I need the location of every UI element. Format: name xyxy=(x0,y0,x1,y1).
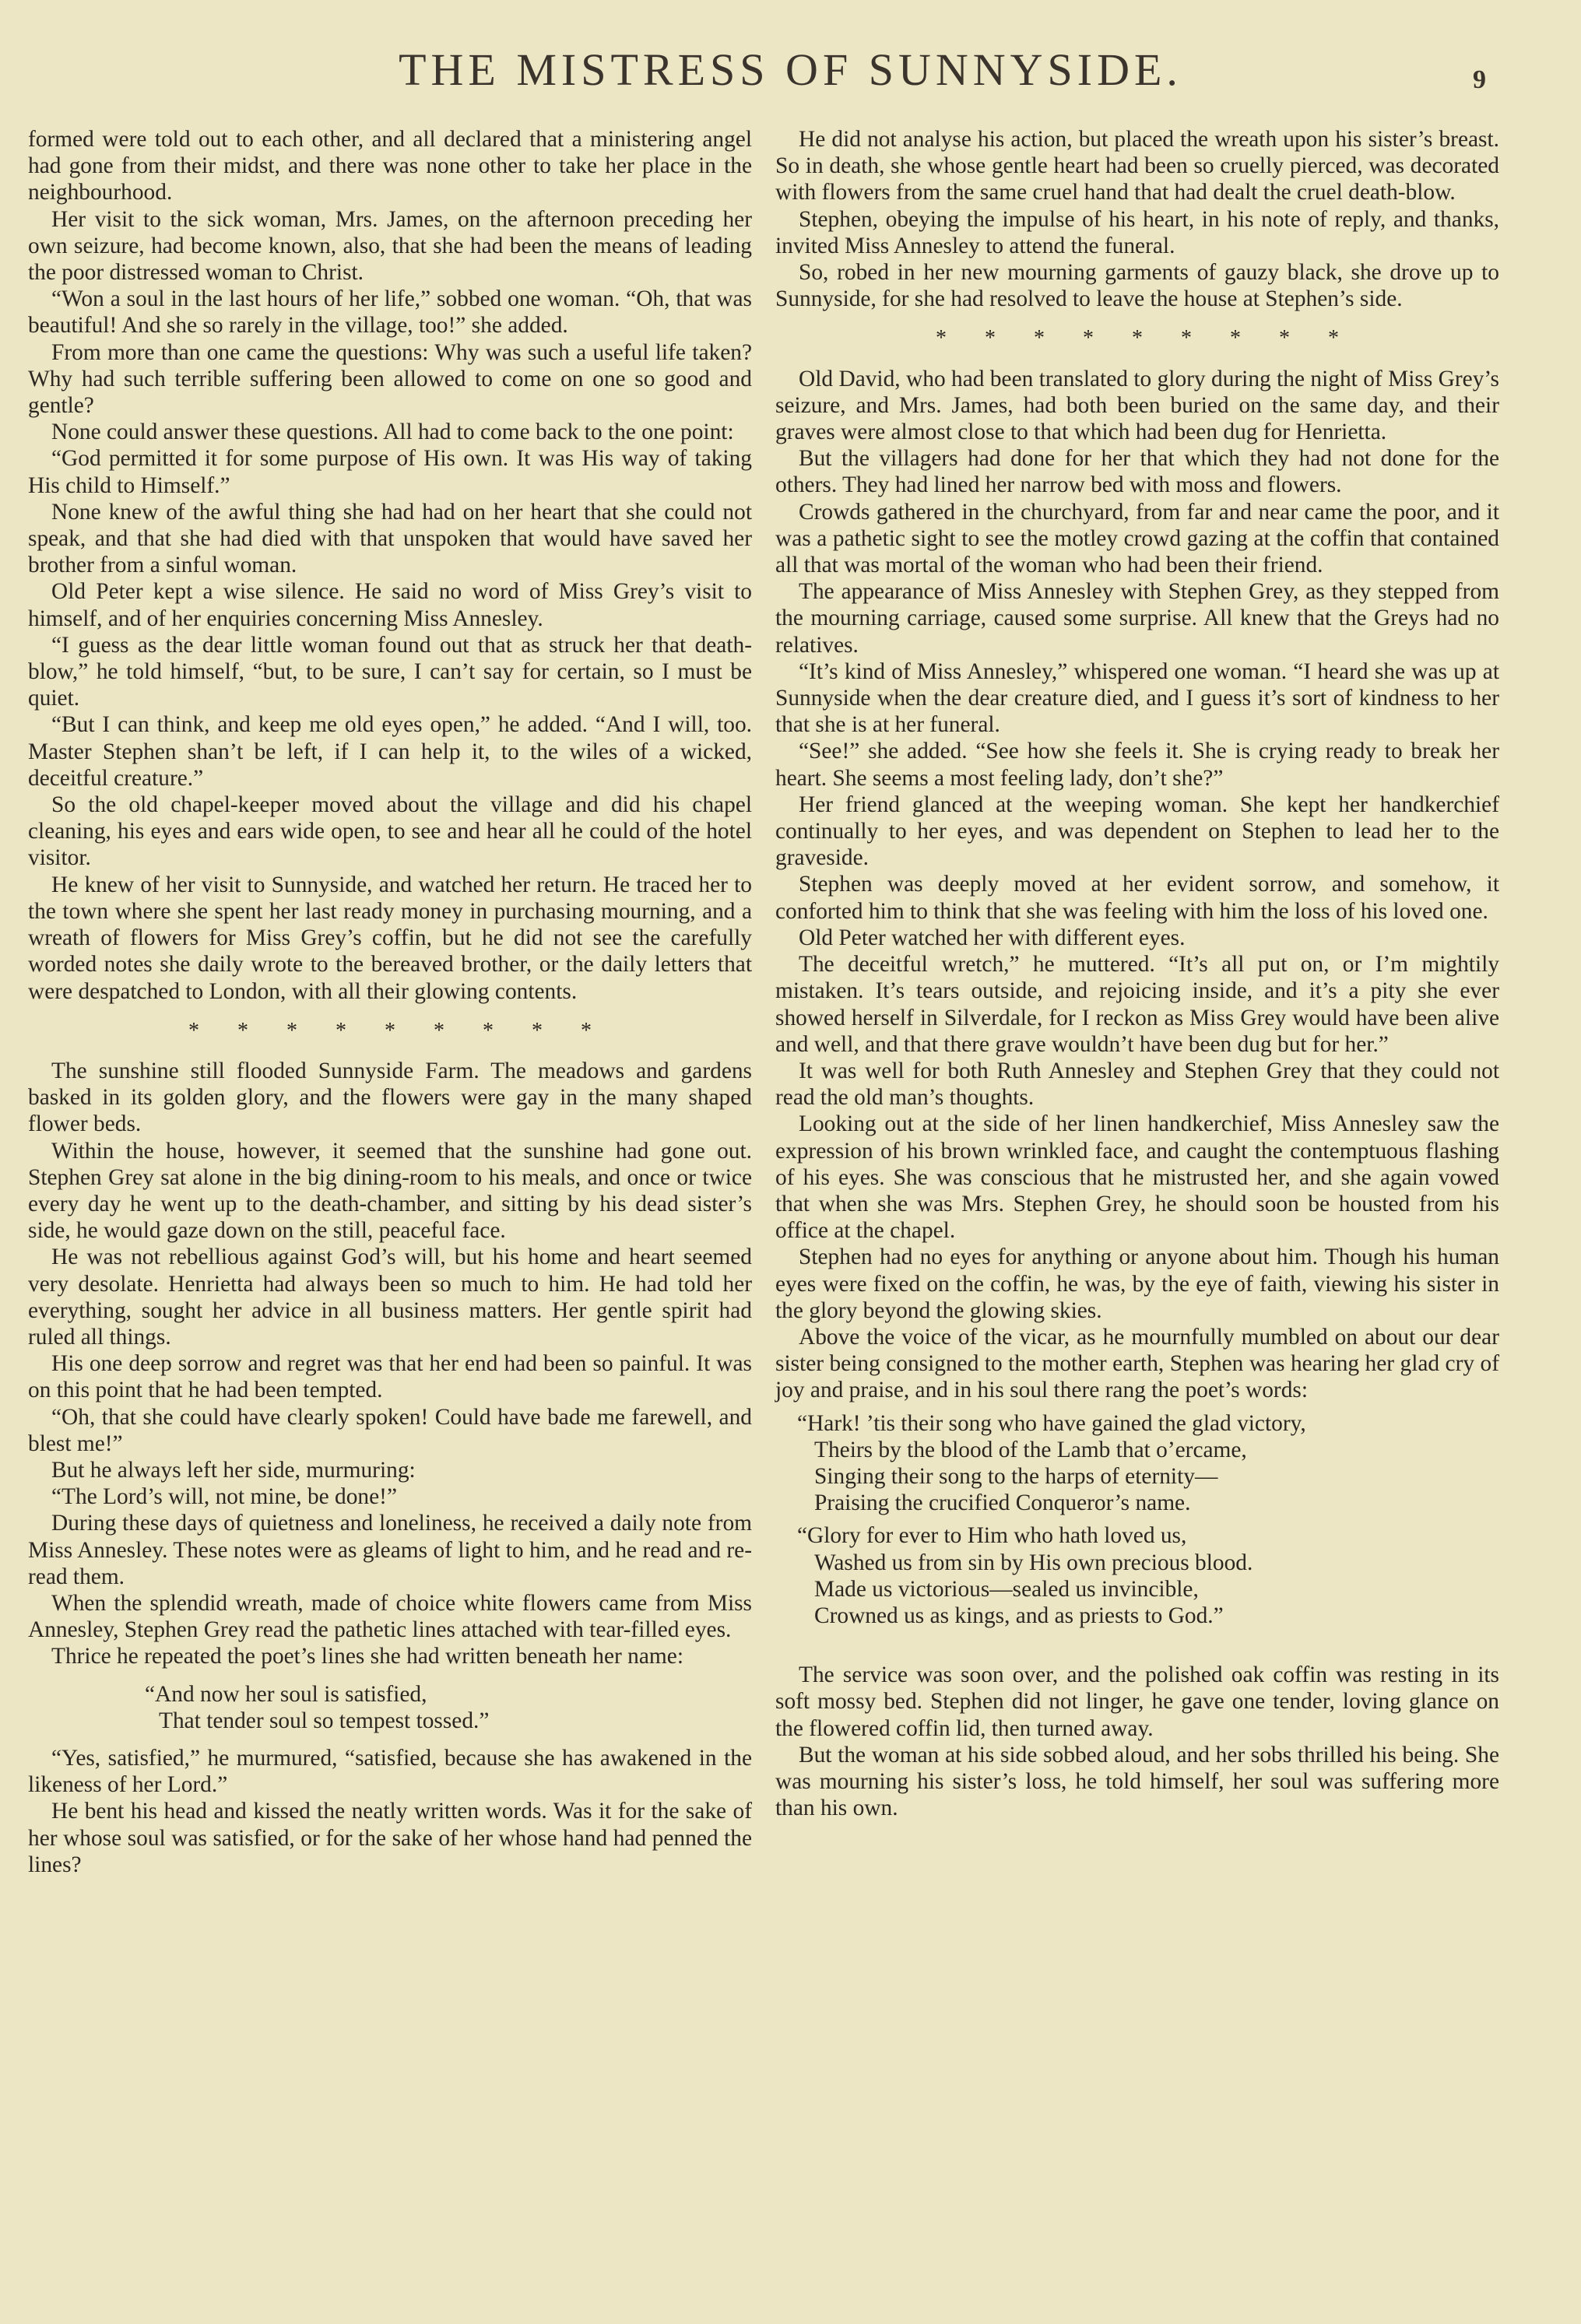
paragraph: “Yes, satisfied,” he murmured, “satisfied, because she has awakened in the likeness of her Lord.” xyxy=(28,1745,752,1798)
paragraph: The service was soon over, and the polished oak coffin was resting in its soft mossy bed. Stephen did not linger, he gave one tender, loving glance on the flowered coffin lid, then turned away. xyxy=(775,1662,1499,1741)
hymn-line: “Glory for ever to Him who hath loved us, xyxy=(797,1523,1187,1549)
paragraph: None knew of the awful thing she had had on her heart that she could not speak, and that she had died with that unspoken that would have saved her brother from a sinful woman. xyxy=(28,499,752,578)
poem-line: That tender soul so tempest tossed.” xyxy=(159,1708,490,1733)
poem-quote xyxy=(28,1681,752,1734)
paragraph: So the old chapel-keeper moved about the village and did his chapel cleaning, his eyes and ears wide open, to see and hear all he could of the hotel visitor. xyxy=(28,792,752,871)
paragraph: Looking out at the side of her linen handkerchief, Miss Annesley saw the expression of his brown wrinkled face, and caught the contemptuous flashing of his eyes. She was conscious that he mistrusted her, and she again vowed that when she was Mrs. Stephen Grey, he should soon be housted from his office at the chapel. xyxy=(775,1111,1499,1244)
hymn-quote xyxy=(775,1410,1499,1630)
hymn-line: Theirs by the blood of the Lamb that o’ercame, xyxy=(814,1437,1247,1462)
paragraph: Her friend glanced at the weeping woman. She kept her handkerchief continually to her eyes, and was dependent on Stephen to lead her to the graveside. xyxy=(775,792,1499,871)
hymn-line: Crowned us as kings, and as priests to God.” xyxy=(814,1603,1224,1628)
paragraph: “The Lord’s will, not mine, be done!” xyxy=(51,1484,398,1510)
paragraph: “It’s kind of Miss Annesley,” whispered one woman. “I heard she was up at Sunnyside when the dear creature died, and I guess it’s sort of kindness to her that she is at her funeral. xyxy=(775,658,1499,738)
paragraph: The appearance of Miss Annesley with Stephen Grey, as they stepped from the mourning carriage, caused some surprise. All knew that the Greys had no relatives. xyxy=(775,579,1499,658)
paragraph: Her visit to the sick woman, Mrs. James, on the afternoon preceding her own seizure, had become known, also, that she had been the means of leading the poor distressed woman to Christ. xyxy=(28,206,752,286)
paragraph: The sunshine still flooded Sunnyside Farm. The meadows and gardens basked in its golden glory, and the flowers were gay in the many shaped flower beds. xyxy=(28,1058,752,1137)
page-number: 9 xyxy=(1473,65,1486,94)
paragraph: Stephen had no eyes for anything or anyone about him. Though his human eyes were fixed on the coffin, he was, by the eye of faith, viewing his sister in the glory beyond the glowing skies. xyxy=(775,1244,1499,1323)
paragraph: “See!” she added. “See how she feels it. She is crying ready to break her heart. She seems a most feeling lady, don’t she?” xyxy=(775,739,1499,791)
paragraph: When the splendid wreath, made of choice white flowers came from Miss Annesley, Stephen Grey read the pathetic lines attached with tear-filled eyes. xyxy=(28,1590,752,1643)
left-column xyxy=(28,126,752,1878)
hymn-line: Washed us from sin by His own precious blood. xyxy=(814,1550,1253,1575)
paragraph: formed were told out to each other, and all declared that a ministering angel had gone from their midst, and there was none other to take her place in the neighbourhood. xyxy=(28,127,752,205)
paragraph: From more than one came the questions: Why was such a useful life taken? Why had such terrible suffering been allowed to come on one so good and gentle? xyxy=(28,339,752,419)
paragraph: He bent his head and kissed the neatly written words. Was it for the sake of her whose soul was satisfied, or for the sake of her whose hand had penned the lines? xyxy=(28,1799,752,1877)
paragraph: “But I can think, and keep me old eyes open,” he added. “And I will, too. Master Stephen shan’t be left, if I can help it, to the wiles of a wicked, deceitful creature.” xyxy=(28,712,752,791)
paragraph: None could answer these questions. All had to come back to the one point: xyxy=(51,420,734,445)
hymn-stanza xyxy=(775,1410,1499,1517)
paragraph: Old David, who had been translated to glory during the night of Miss Grey’s seizure, and Mrs. James, had both been buried on the same day, and their graves were almost close to that which had been dug for Henrietta. xyxy=(775,366,1499,445)
paragraph: Old Peter watched her with different eyes. xyxy=(799,925,1186,950)
paragraph: The deceitful wretch,” he muttered. “It’s all put on, or I’m mightily mistaken. It’s tears outside, and rejoicing inside, and it’s a pity she ever showed herself in Silverdale, for I reckon as Miss Grey would have been alive and well, and that there grave wouldn’t have been dug but for her.” xyxy=(775,952,1499,1057)
paragraph: But he always left her side, murmuring: xyxy=(51,1457,416,1483)
paragraph: He knew of her visit to Sunnyside, and watched her return. He traced her to the town where she spent her last ready money in purchasing mourning, and a wreath of flowers for Miss Grey’s coffin, but he did not see the carefully worded notes she daily wrote to the bereaved brother, or the daily letters that were despatched to London, with all their glowing contents. xyxy=(28,872,752,1004)
hymn-line: Made us victorious—sealed us invincible, xyxy=(814,1576,1199,1602)
hymn-line: Praising the crucified Conqueror’s name. xyxy=(814,1490,1191,1516)
paragraph: Stephen, obeying the impulse of his heart, in his note of reply, and thanks, invited Miss Annesley to attend the funeral. xyxy=(775,206,1499,258)
paragraph: He did not analyse his action, but placed the wreath upon his sister’s breast. So in death, she whose gentle heart had been so cruelly pierced, was decorated with flowers from the same cruel hand that had dealt the cruel death-blow. xyxy=(775,127,1499,205)
paragraph: “I guess as the dear little woman found out that as struck her that death-blow,” he told himself, “but, to be sure, I can’t say for certain, so I must be quiet. xyxy=(28,632,752,711)
section-break-stars: * * * * * * * * * xyxy=(936,326,1339,351)
paragraph: Crowds gathered in the churchyard, from far and near came the poor, and it was a pathetic sight to see the motley crowd gazing at the coffin that contained all that was mortal of the woman who had been their friend. xyxy=(775,499,1499,578)
paragraph: Thrice he repeated the poet’s lines she had written beneath her name: xyxy=(51,1644,683,1669)
running-title: THE MISTRESS OF SUNNYSIDE. xyxy=(399,44,1182,95)
paragraph: Within the house, however, it seemed that the sunshine had gone out. Stephen Grey sat alone in the big dining-room to his meals, and once or twice every day he went up to the death-chamber, and sitting by his dead sister’s side, he would gaze down on the still, peaceful face. xyxy=(28,1138,752,1244)
hymn-line: “Hark! ’tis their song who have gained the glad victory, xyxy=(797,1410,1306,1436)
paragraph: Above the voice of the vicar, as he mournfully mumbled on about our dear sister being consigned to the mother earth, Stephen was hearing her glad cry of joy and praise, and in his soul there rang the poet’s words: xyxy=(775,1324,1499,1403)
paragraph: Old Peter kept a wise silence. He said no word of Miss Grey’s visit to himself, and of her enquiries concerning Miss Annesley. xyxy=(28,579,752,631)
right-column xyxy=(775,126,1499,1821)
paragraph: During these days of quietness and loneliness, he received a daily note from Miss Annesley. These notes were as gleams of light to him, and he read and re-read them. xyxy=(28,1511,752,1589)
poem-line: “And now her soul is satisfied, xyxy=(145,1681,427,1707)
paragraph: So, robed in her new mourning garments of gauzy black, she drove up to Sunnyside, for she had resolved to leave the house at Stephen’s side. xyxy=(775,260,1499,312)
hymn-stanza xyxy=(775,1522,1499,1629)
hymn-line: Singing their song to the harps of eternity— xyxy=(814,1463,1218,1489)
section-break-stars: * * * * * * * * * xyxy=(188,1018,592,1043)
paragraph: But the woman at his side sobbed aloud, and her sobs thrilled his being. She was mourning his sister’s loss, he told himself, her soul was suffering more than his own. xyxy=(775,1742,1499,1821)
paragraph: He was not rebellious against God’s will, but his home and heart seemed very desolate. Henrietta had always been so much to him. He had told her everything, sought her advice in all business matters. Her gentle spirit had ruled all things. xyxy=(28,1244,752,1350)
paragraph: Stephen was deeply moved at her evident sorrow, and somehow, it conforted him to think that she was feeling with him the loss of his loved one. xyxy=(775,872,1499,924)
paragraph: “Oh, that she could have clearly spoken! Could have bade me farewell, and blest me!” xyxy=(28,1404,752,1456)
paragraph: It was well for both Ruth Annesley and Stephen Grey that they could not read the old man’s thoughts. xyxy=(775,1058,1499,1111)
paragraph: “Won a soul in the last hours of her life,” sobbed one woman. “Oh, that was beautiful! And she so rarely in the village, too!” she added. xyxy=(28,286,752,339)
spacer xyxy=(775,1635,1499,1662)
paragraph: “God permitted it for some purpose of His own. It was His way of taking His child to Himself.” xyxy=(28,446,752,498)
paragraph: But the villagers had done for her that which they had not done for the others. They had lined her narrow bed with moss and flowers. xyxy=(775,446,1499,498)
paragraph: His one deep sorrow and regret was that her end had been so painful. It was on this point that he had been tempted. xyxy=(28,1351,752,1403)
page-header xyxy=(0,44,1581,106)
